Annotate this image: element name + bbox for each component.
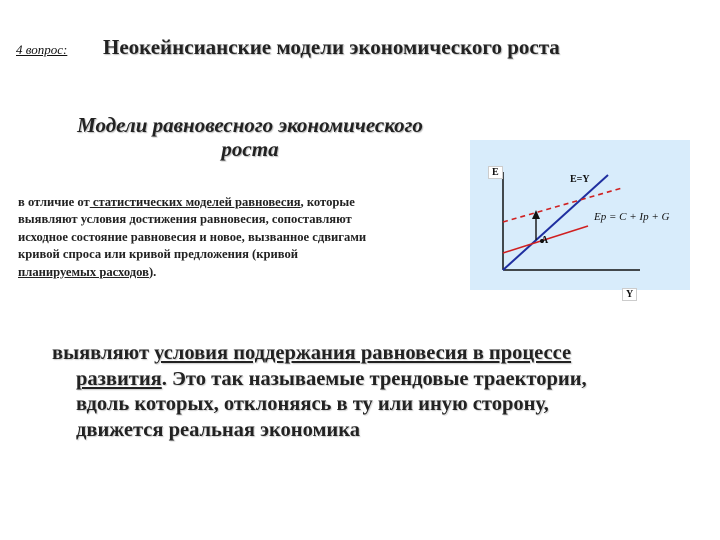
slide-title: Неокейнсианские модели экономического роста: [103, 35, 560, 59]
para1-line-3: исходное состояние равновесия и новое, вызванное сдвигами: [18, 229, 367, 244]
question-label: 4 вопрос:: [16, 42, 68, 57]
para1-line-1: в отличие от статистических моделей равновесия, которые: [18, 195, 355, 209]
e-axis-label: E: [488, 166, 503, 179]
ep-formula: Ep = C + Ip + G: [594, 211, 670, 223]
e-equals-y-label: E=Y: [570, 174, 590, 185]
para2-line-1: выявляют условия поддержания равновесия в процессе: [52, 342, 572, 364]
paragraph-static-models: [18, 194, 473, 281]
section-subtitle: [30, 113, 470, 161]
y-axis-label: Y: [622, 288, 637, 301]
subtitle-line-2: роста: [221, 137, 279, 161]
para1-line-4: кривой спроса или кривой предложения (кривой: [18, 247, 299, 262]
e-equals-y-line: [503, 175, 608, 270]
point-a-label: A: [541, 235, 549, 246]
para1-line-2: выявляют условия достижения равновесия, сопоставляют: [18, 212, 352, 227]
para2-line-3: вдоль которых, отклоняясь в ту или иную сторону,: [76, 393, 549, 415]
subtitle-line-1: Модели равновесного экономического: [77, 113, 423, 137]
paragraph-equilibrium-conditions: [52, 341, 712, 443]
para2-line-4: движется реальная экономика: [76, 418, 360, 441]
para2-line-2: развития. Это так называемые трендовые траектории,: [76, 367, 587, 390]
para1-line-5: планируемых расходов).: [18, 264, 157, 279]
